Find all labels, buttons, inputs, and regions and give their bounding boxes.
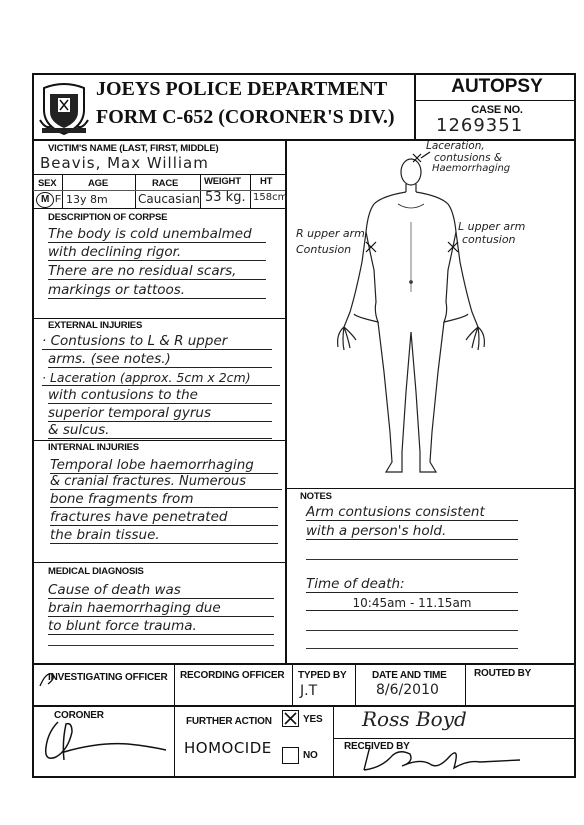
diagnosis-blank-line bbox=[48, 645, 274, 646]
vitals-col-3 bbox=[200, 175, 201, 208]
sex-m-option: M bbox=[41, 194, 50, 205]
yes-checkbox[interactable] bbox=[282, 710, 299, 727]
notes-line[interactable]: Arm contusions consistent bbox=[306, 504, 518, 521]
investigating-signature-mark bbox=[36, 668, 58, 690]
external-line[interactable]: · Contusions to L & R upper bbox=[42, 333, 272, 350]
routed-by-label: ROUTED BY bbox=[474, 668, 532, 679]
typed-by-value[interactable]: J.T bbox=[300, 683, 318, 699]
name-divider bbox=[33, 174, 285, 175]
footer-mid-divider bbox=[33, 705, 576, 707]
autopsy-divider bbox=[414, 100, 576, 101]
form-name: FORM C-652 (CORONER'S DIV.) bbox=[96, 106, 395, 128]
coroner-label: CORONER bbox=[54, 710, 104, 721]
external-line[interactable]: arms. (see notes.) bbox=[48, 351, 272, 368]
vitals-col-1 bbox=[62, 175, 63, 208]
frame-right bbox=[574, 73, 576, 778]
routed-by-name[interactable]: Ross Boyd bbox=[362, 707, 467, 731]
internal-injuries-label: INTERNAL INJURIES bbox=[48, 442, 139, 453]
external-line[interactable]: with contusions to the bbox=[48, 387, 272, 404]
internal-line[interactable]: & cranial fractures. Numerous bbox=[50, 474, 282, 490]
age-label: AGE bbox=[88, 178, 108, 189]
head-note-line: Haemorrhaging bbox=[432, 163, 511, 174]
race-value[interactable]: Caucasian bbox=[138, 192, 200, 206]
received-by-label: RECEIVED BY bbox=[344, 741, 410, 752]
recording-officer-label: RECORDING OFFICER bbox=[180, 670, 285, 681]
notes-label: NOTES bbox=[300, 491, 332, 502]
internal-divider bbox=[33, 562, 285, 563]
race-label: RACE bbox=[152, 178, 179, 189]
case-number-label: CASE NO. bbox=[471, 104, 523, 116]
footer-col-3 bbox=[355, 665, 356, 706]
date-time-label: DATE AND TIME bbox=[372, 670, 447, 681]
right-arm-note-line: Contusion bbox=[296, 243, 352, 256]
date-time-value[interactable]: 8/6/2010 bbox=[376, 682, 439, 698]
external-line[interactable]: · Laceration (approx. 5cm x 2cm) bbox=[42, 370, 280, 386]
frame-left bbox=[32, 73, 34, 778]
description-divider bbox=[33, 318, 285, 319]
head-note-line: contusions & bbox=[434, 152, 503, 164]
autopsy-title: AUTOPSY bbox=[451, 76, 543, 97]
no-label: NO bbox=[303, 750, 318, 761]
description-label: DESCRIPTION OF CORPSE bbox=[48, 212, 168, 223]
footer-col-2 bbox=[292, 665, 293, 706]
header-vdivider bbox=[414, 73, 416, 140]
external-line[interactable]: & sulcus. bbox=[48, 422, 272, 439]
yes-label: YES bbox=[303, 714, 323, 725]
external-injuries-label: EXTERNAL INJURIES bbox=[48, 320, 143, 331]
check-x-icon bbox=[283, 711, 298, 726]
internal-line[interactable]: fractures have penetrated bbox=[50, 509, 278, 526]
victim-name[interactable]: Beavis, Max William bbox=[40, 154, 209, 172]
case-number[interactable]: 1269351 bbox=[436, 115, 524, 136]
internal-line[interactable]: the brain tissue. bbox=[50, 527, 278, 544]
description-line[interactable]: markings or tattoos. bbox=[48, 282, 266, 299]
no-checkbox[interactable] bbox=[282, 747, 299, 764]
external-divider bbox=[33, 440, 285, 441]
typed-by-label: TYPED BY bbox=[298, 670, 347, 681]
description-line[interactable]: The body is cold unembalmed bbox=[48, 226, 266, 243]
further-action-value[interactable]: HOMOCIDE bbox=[184, 739, 272, 757]
diagnosis-line[interactable]: to blunt force trauma. bbox=[48, 618, 274, 635]
time-of-death-label: Time of death: bbox=[306, 576, 518, 593]
header-divider bbox=[32, 139, 576, 141]
vitals-label-line bbox=[33, 190, 285, 191]
external-line[interactable]: superior temporal gyrus bbox=[48, 405, 272, 422]
description-line[interactable]: with declining rigor. bbox=[48, 244, 266, 261]
diagnosis-line[interactable]: brain haemorrhaging due bbox=[48, 600, 274, 617]
sex-f-option: F bbox=[55, 194, 61, 205]
vitals-col-2 bbox=[135, 175, 136, 208]
notes-divider bbox=[286, 488, 576, 489]
police-badge-logo bbox=[38, 80, 90, 136]
received-divider bbox=[333, 738, 576, 739]
diagnosis-line[interactable]: Cause of death was bbox=[48, 582, 274, 599]
right-arm-note-line: R upper arm bbox=[296, 227, 365, 240]
notes-line[interactable]: with a person's hold. bbox=[306, 523, 518, 540]
head-note-line: Laceration, bbox=[426, 140, 485, 152]
department-name: JOEYS POLICE DEPARTMENT bbox=[96, 78, 388, 100]
left-arm-note-line: L upper arm bbox=[458, 220, 526, 233]
weight-label: WEIGHT bbox=[204, 176, 241, 187]
further-action-label: FURTHER ACTION bbox=[186, 716, 272, 727]
frame-bottom bbox=[32, 776, 576, 778]
notes-blank-line bbox=[306, 559, 518, 560]
ht-label: HT bbox=[260, 176, 273, 187]
footer-top-divider bbox=[33, 663, 576, 665]
frame-top bbox=[32, 73, 576, 75]
notes-blank-line bbox=[306, 630, 518, 631]
footer-col-1 bbox=[174, 665, 175, 706]
time-of-death-value[interactable]: 10:45am - 11.15am bbox=[306, 596, 518, 611]
coroner-signature bbox=[38, 712, 173, 772]
notes-blank-line bbox=[306, 648, 518, 649]
body-diagram bbox=[290, 142, 570, 486]
footer-col-4 bbox=[465, 665, 466, 706]
vitals-col-4 bbox=[250, 175, 251, 208]
sex-label: SEX bbox=[38, 178, 57, 189]
weight-value[interactable]: 53 kg. bbox=[205, 190, 246, 205]
left-arm-note-line: contusion bbox=[462, 233, 516, 246]
footer-col-6 bbox=[333, 706, 334, 776]
received-by-signature bbox=[350, 740, 530, 776]
internal-line[interactable]: Temporal lobe haemorrhaging bbox=[50, 457, 278, 474]
age-value[interactable]: 13y 8m bbox=[66, 193, 108, 206]
victim-name-label: VICTIM'S NAME (LAST, FIRST, MIDDLE) bbox=[48, 143, 219, 154]
center-vdivider bbox=[285, 140, 287, 664]
ht-value[interactable]: 158cm bbox=[253, 192, 288, 203]
investigating-officer-label: INVESTIGATING OFFICER bbox=[48, 672, 168, 683]
internal-line[interactable]: bone fragments from bbox=[50, 491, 278, 508]
footer-col-5 bbox=[174, 706, 175, 776]
vitals-divider bbox=[33, 208, 285, 209]
medical-diagnosis-label: MEDICAL DIAGNOSIS bbox=[48, 566, 144, 577]
description-line[interactable]: There are no residual scars, bbox=[48, 263, 266, 280]
